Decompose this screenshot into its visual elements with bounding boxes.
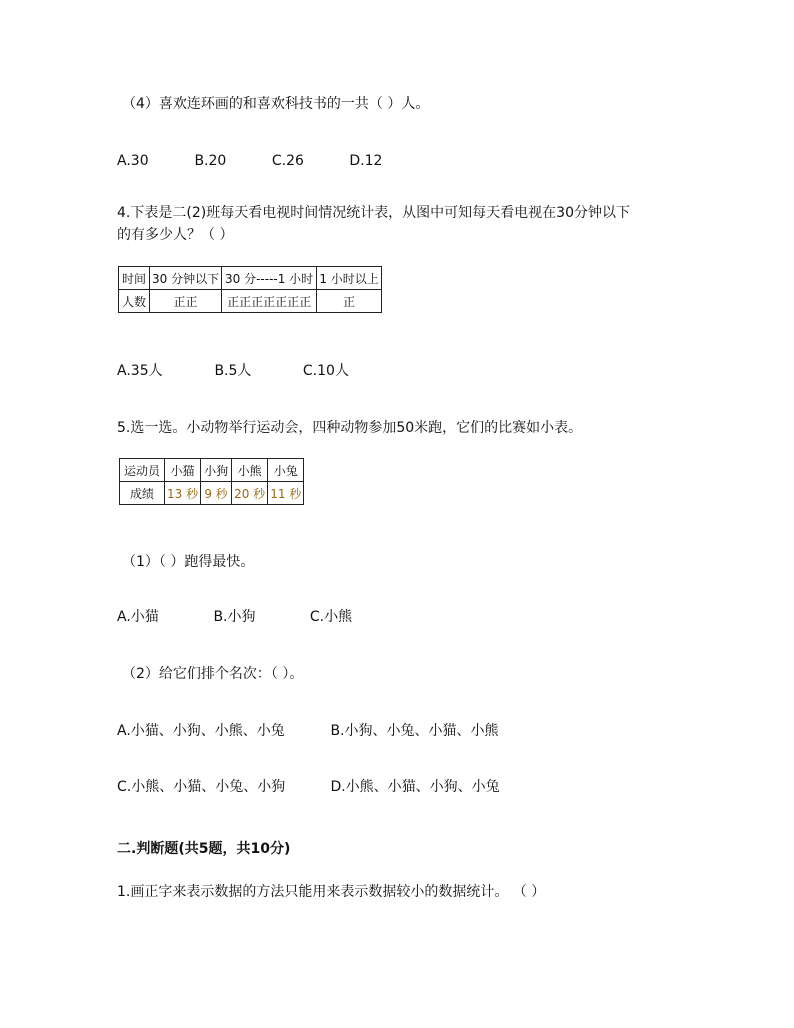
table-cell: 人数 bbox=[119, 290, 150, 313]
race-results-table bbox=[119, 458, 304, 505]
table-cell: 30 分钟以下 bbox=[150, 267, 222, 290]
table-cell: 运动员 bbox=[120, 459, 165, 482]
option-c: C.10人 bbox=[302, 363, 349, 379]
table-cell: 9 秒 bbox=[201, 482, 232, 505]
option-d: D.12 bbox=[349, 153, 383, 169]
table-cell: 11 秒 bbox=[268, 482, 304, 505]
table-cell: 小狗 bbox=[201, 459, 232, 482]
question-5-2-options-row2 bbox=[117, 777, 500, 797]
question-3-4-options bbox=[117, 151, 382, 171]
table-row bbox=[119, 290, 382, 313]
table-cell: 20 秒 bbox=[232, 482, 268, 505]
option-a: A.35人 bbox=[117, 363, 163, 379]
table-cell: 正 bbox=[317, 290, 382, 313]
question-5-2-options-row1 bbox=[117, 721, 499, 741]
table-row bbox=[120, 482, 304, 505]
question-4-options bbox=[117, 361, 349, 381]
option-a: A.小猫 bbox=[117, 609, 159, 625]
question-4-line1: 4.下表是二(2)班每天看电视时间情况统计表，从图中可知每天看电视在30分钟以下 bbox=[117, 205, 631, 221]
option-b: B.20 bbox=[194, 153, 227, 169]
question-5-text: 5.选一选。小动物举行运动会，四种动物参加50米跑，它们的比赛如小表。 bbox=[117, 420, 583, 436]
tv-time-table bbox=[118, 266, 382, 313]
question-5-1-options bbox=[117, 607, 352, 627]
section-2-question-1: 1.画正字来表示数据的方法只能用来表示数据较小的数据统计。 （ ） bbox=[117, 884, 546, 900]
table-cell: 1 小时以上 bbox=[317, 267, 382, 290]
question-4-line2: 的有多少人？（ ） bbox=[117, 227, 234, 243]
question-5-2-text: （2）给它们排个名次：（ ）。 bbox=[122, 666, 304, 682]
option-c: C.小熊 bbox=[309, 609, 353, 625]
question-3-4-text: （4）喜欢连环画的和喜欢科技书的一共（ ）人。 bbox=[122, 96, 430, 112]
table-cell: 时间 bbox=[119, 267, 150, 290]
option-b: B.小狗 bbox=[213, 609, 256, 625]
table-header-row bbox=[119, 267, 382, 290]
option-a: A.30 bbox=[117, 153, 149, 169]
option-b: B.小狗、小兔、小猫、小熊 bbox=[330, 723, 499, 739]
option-a: A.小猫、小狗、小熊、小兔 bbox=[117, 723, 285, 739]
table-cell: 小熊 bbox=[232, 459, 268, 482]
table-cell: 小兔 bbox=[268, 459, 304, 482]
table-cell: 成绩 bbox=[120, 482, 165, 505]
table-cell: 正正正正正正正 bbox=[222, 290, 317, 313]
option-d: D.小熊、小猫、小狗、小兔 bbox=[330, 779, 500, 795]
table-header-row bbox=[120, 459, 304, 482]
section-2-title: 二.判断题(共5题，共10分) bbox=[117, 841, 291, 857]
table-cell: 13 秒 bbox=[165, 482, 201, 505]
option-c: C.26 bbox=[271, 153, 304, 169]
table-cell: 小猫 bbox=[165, 459, 201, 482]
question-5-1-text: （1）（ ）跑得最快。 bbox=[122, 554, 255, 570]
option-c: C.小熊、小猫、小兔、小狗 bbox=[117, 779, 286, 795]
option-b: B.5人 bbox=[214, 363, 252, 379]
table-cell: 30 分-----1 小时 bbox=[222, 267, 317, 290]
table-cell: 正正 bbox=[150, 290, 222, 313]
